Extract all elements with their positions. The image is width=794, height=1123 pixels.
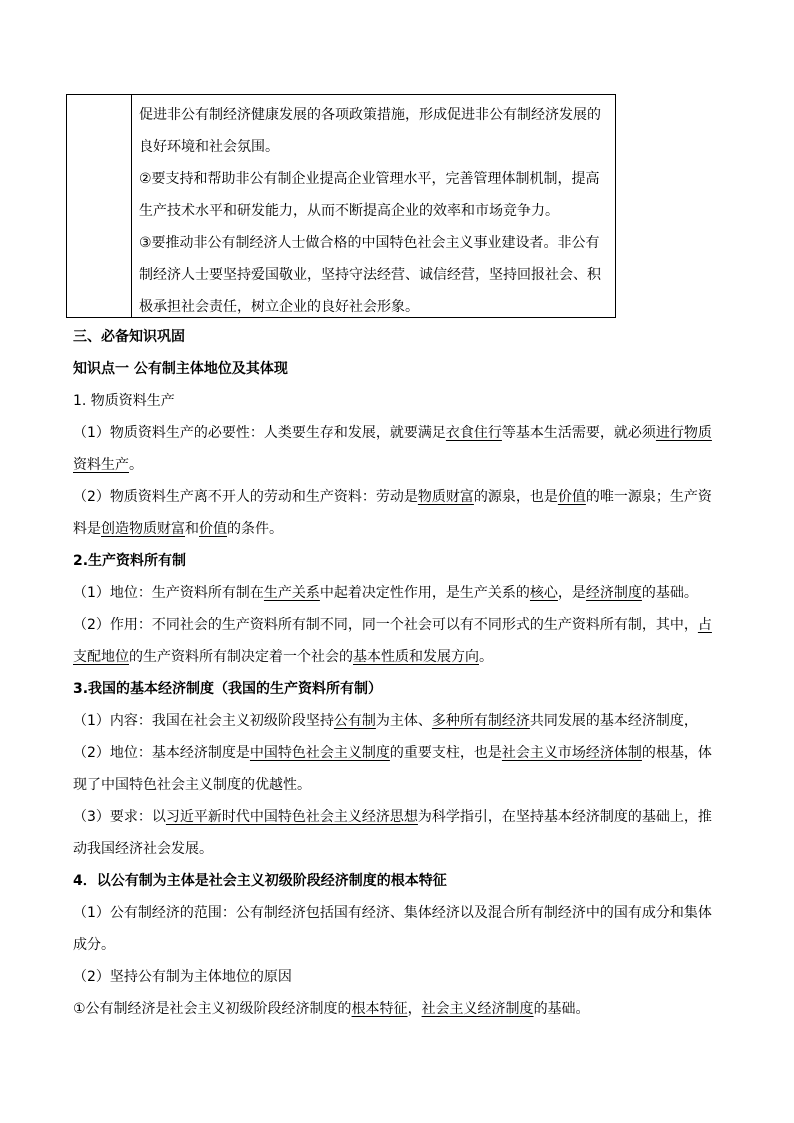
heading-2: 2.生产资料所有制 [73,553,187,569]
document-body [73,321,725,1025]
paragraph-3-1: （1）内容：我国在社会主义初级阶段坚持公有制为主体、多种所有制经济共同发展的基本经济制度， [73,713,698,729]
heading-4: 4．以公有制为主体是社会主义初级阶段经济制度的根本特征 [73,873,447,889]
paragraph-1-1: （1）物质资料生产的必要性：人类要生存和发展，就要满足衣食住行等基本生活需要，就必须进行物质资料生产。 [73,425,712,473]
policy-table [66,94,616,318]
section-title: 三、必备知识巩固 [73,329,185,345]
paragraph-3-2: （2）地位：基本经济制度是中国特色社会主义制度的重要支柱，也是社会主义市场经济体制的根基，体现了中国特色社会主义制度的优越性。 [73,745,712,793]
paragraph-1-2: （2）物质资料生产离不开人的劳动和生产资料：劳动是物质财富的源泉，也是价值的唯一源泉；生产资料是创造物质财富和价值的条件。 [73,489,712,537]
heading-1: 1. 物质资料生产 [73,393,175,409]
knowledge-point-title: 知识点一 公有制主体地位及其体现 [73,361,288,377]
heading-3: 3.我国的基本经济制度（我国的生产资料所有制） [73,681,383,697]
table-paragraph-3: ③要推动非公有制经济人士做合格的中国特色社会主义事业建设者。非公有制经济人士要坚持爱国敬业，坚持守法经营、诚信经营，坚持回报社会、积极承担社会责任，树立企业的良好社会形象。 [139,235,601,315]
table-content-cell [139,99,609,323]
paragraph-4-3: ①公有制经济是社会主义初级阶段经济制度的根本特征，社会主义经济制度的基础。 [73,1001,590,1017]
table-column-divider [131,95,132,317]
paragraph-4-1: （1）公有制经济的范围：公有制经济包括国有经济、集体经济以及混合所有制经济中的国有成分和集体成分。 [73,905,712,953]
paragraph-2-2: （2）作用：不同社会的生产资料所有制不同，同一个社会可以有不同形式的生产资料所有制，其中，占支配地位的生产资料所有制决定着一个社会的基本性质和发展方向。 [73,617,712,665]
paragraph-4-2: （2）坚持公有制为主体地位的原因 [73,969,292,985]
table-paragraph-1: 促进非公有制经济健康发展的各项政策措施，形成促进非公有制经济发展的良好环境和社会氛围。 [139,107,601,155]
table-paragraph-2: ②要支持和帮助非公有制企业提高企业管理水平，完善管理体制机制，提高生产技术水平和研发能力，从而不断提高企业的效率和市场竞争力。 [139,171,600,219]
paragraph-3-3: （3）要求：以习近平新时代中国特色社会主义经济思想为科学指引，在坚持基本经济制度的基础上，推动我国经济社会发展。 [73,809,712,857]
paragraph-2-1: （1）地位：生产资料所有制在生产关系中起着决定性作用，是生产关系的核心，是经济制度的基础。 [73,585,698,601]
